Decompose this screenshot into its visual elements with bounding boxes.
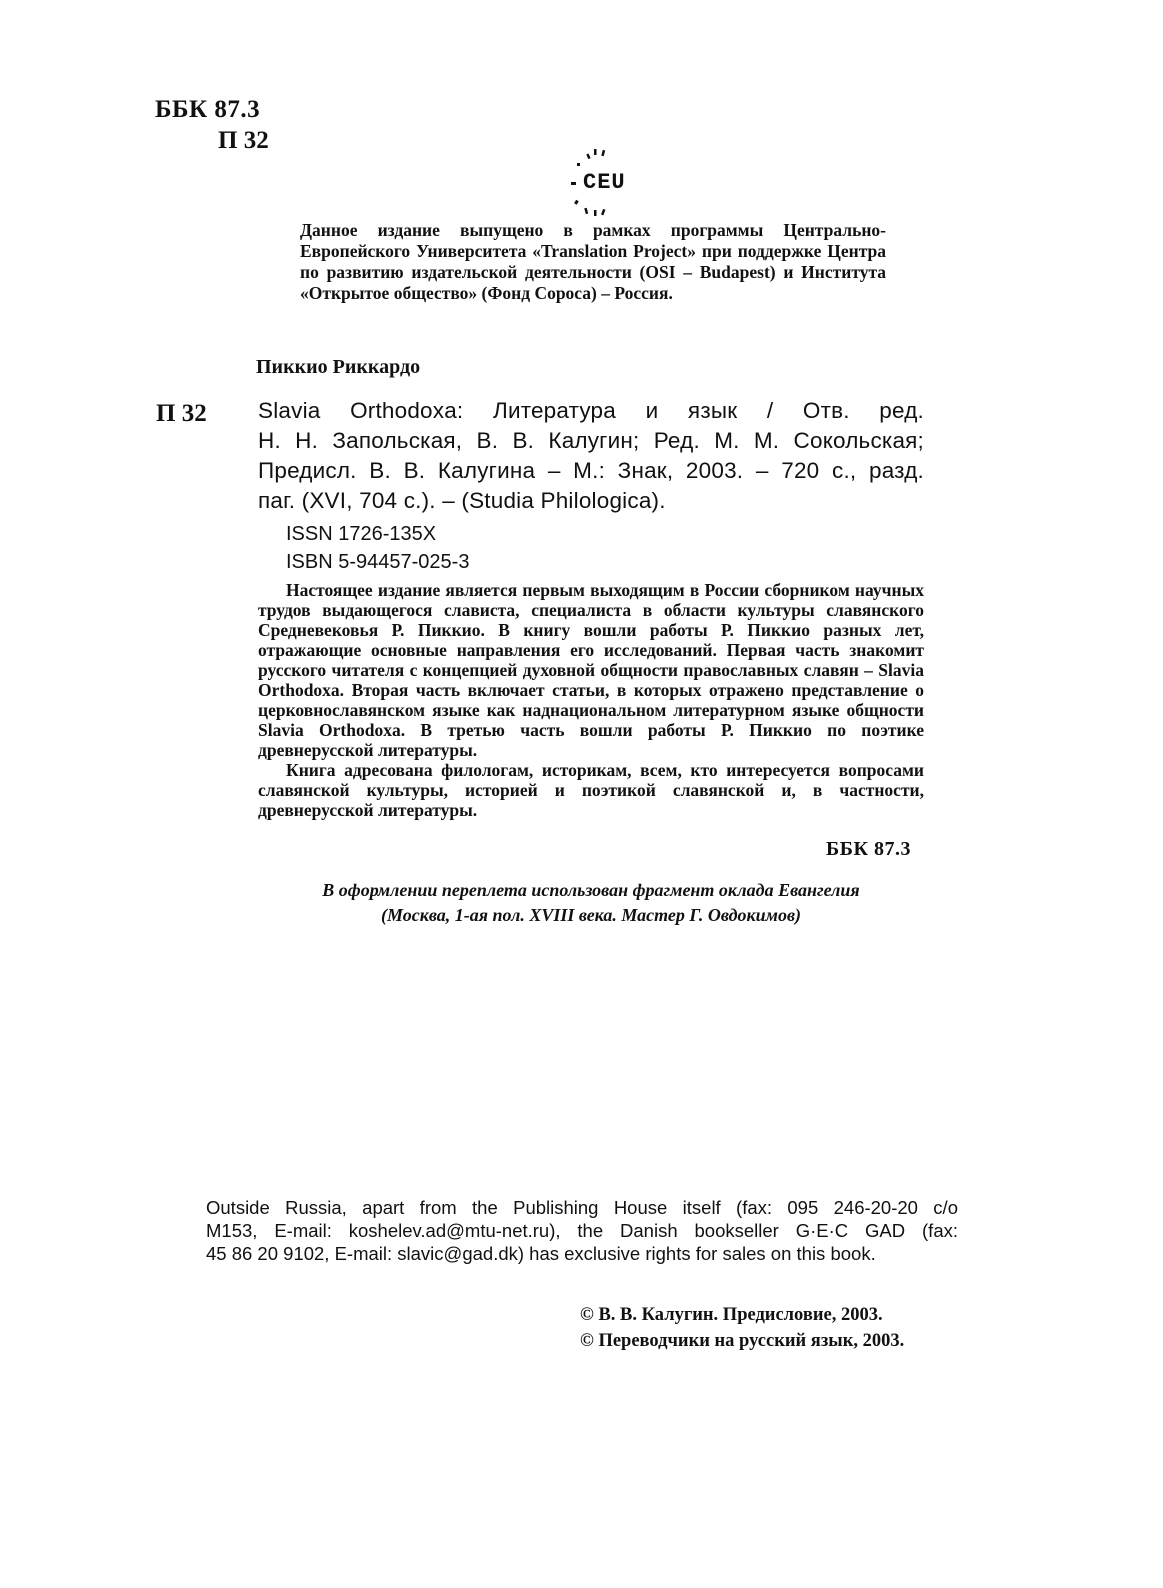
- rights-line: Outside Russia, apart from the Publishing House itself (fax: 095 246-20-20 c/o: [206, 1197, 958, 1218]
- record-line: Slavia Orthodoxa: Литература и язык / Отв. ред.: [258, 398, 924, 423]
- copyright-notices: [580, 1302, 904, 1354]
- cover-note: [258, 878, 924, 928]
- abstract-paragraph: Настоящее издание является первым выходящим в России сборником научных трудов выдающегося слависта, специалиста в области культуры славянского Средневековья Р. Пиккио. В книгу вошли работы Р. Пиккио разных лет, отражающие основные направления его исследований. Первая часть знакомит русского читателя с концепцией духовной общности православных славян – Slavia Orthodoxa. Вторая часть включает статьи, в которых отражено представление о церковнославянском языке как наднациональном литературном языке общности Slavia Orthodoxa. В третью часть вошли работы Р. Пиккио по поэтике древнерусской литературы.: [258, 580, 924, 760]
- cover-note-line: (Москва, 1-ая пол. XVIII века. Мастер Г. Овдокимов): [381, 905, 801, 925]
- rights-line: M153, E-mail: koshelev.ad@mtu-net.ru), the Danish bookseller G·E·C GAD (fax:: [206, 1220, 958, 1241]
- cover-note-line: В оформлении переплета использован фрагмент оклада Евангелия: [322, 880, 860, 900]
- record-line: Н. Н. Запольская, В. В. Калугин; Ред. М. М. Сокольская;: [258, 428, 924, 453]
- sponsor-note: Данное издание выпущено в рамках программы Центрально-Европейского Университета «Translation Project» при поддержке Центра по развитию издательской деятельности (OSI – Budapest) и Института «Открытое общество» (Фонд Сороса) – Россия.: [300, 220, 886, 303]
- copyright-line: © В. В. Калугин. Предисловие, 2003.: [580, 1305, 883, 1325]
- bbk-classification-bottom: ББК 87.3: [826, 838, 911, 860]
- author-name: Пиккио Риккардо: [256, 356, 421, 378]
- copyright-line: © Переводчики на русский язык, 2003.: [580, 1331, 905, 1351]
- abstract-paragraph: Книга адресована филологам, историкам, всем, кто интересуется вопросами славянской культуры, историей и поэтикой славянской и, в частности, древнерусской литературы.: [258, 760, 924, 820]
- ceu-logo-text: CEU: [583, 170, 626, 195]
- catalog-code-top: П 32: [218, 127, 269, 154]
- bibliographic-record: [258, 396, 924, 516]
- distribution-rights: [206, 1196, 958, 1265]
- catalog-code: П 32: [156, 400, 207, 427]
- identifiers: [286, 520, 469, 576]
- abstract: [258, 580, 924, 820]
- issn: ISSN 1726-135X: [286, 523, 437, 545]
- bbk-classification-top: ББК 87.3: [155, 96, 261, 123]
- isbn: ISBN 5-94457-025-3: [286, 551, 470, 573]
- record-line: Предисл. В. В. Калугина – М.: Знак, 2003. – 720 с., разд.: [258, 458, 924, 483]
- rights-line: 45 86 20 9102, E-mail: slavic@gad.dk) has exclusive rights for sales on this book.: [206, 1243, 876, 1264]
- record-line: паг. (XVI, 704 с.). – (Studia Philologica).: [258, 488, 666, 513]
